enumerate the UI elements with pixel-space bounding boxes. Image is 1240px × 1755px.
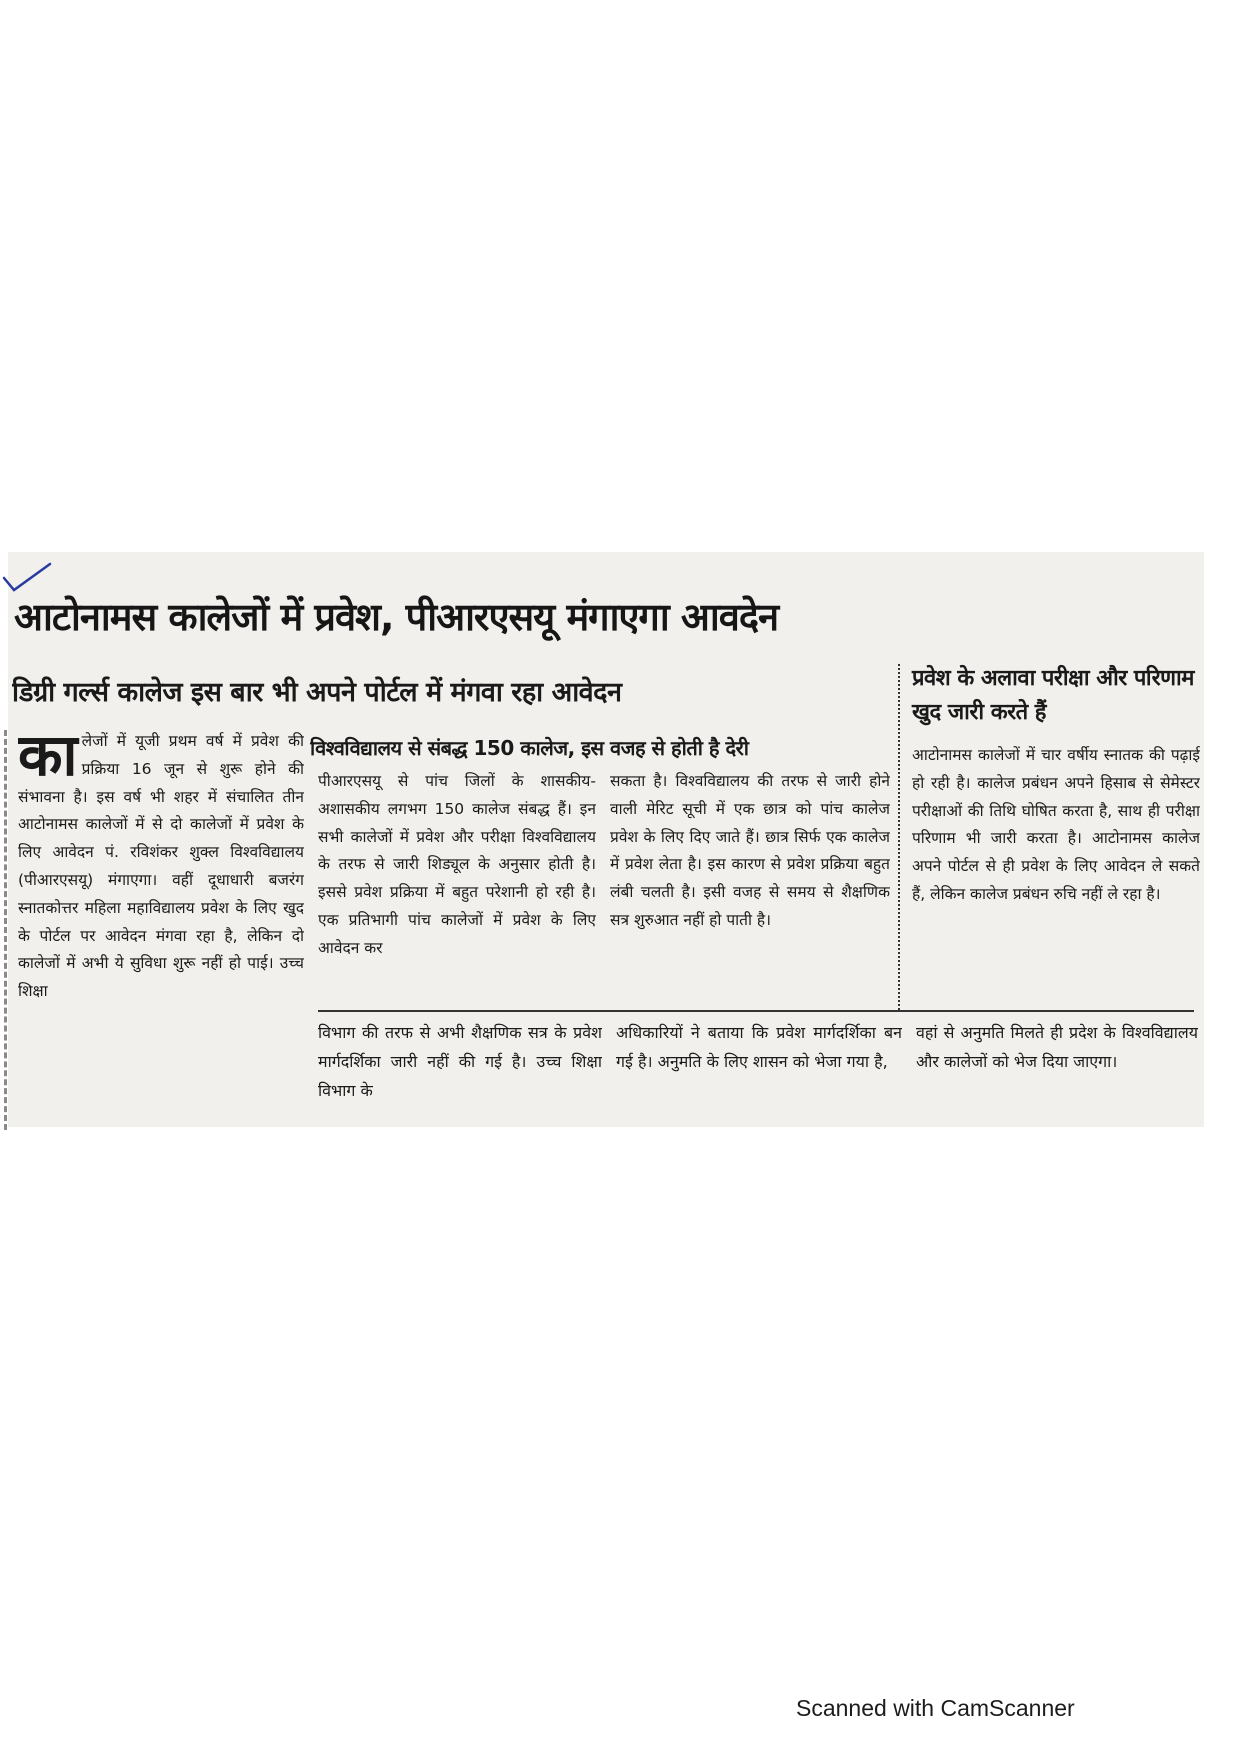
side-column-text: आटोनामस कालेजों में चार वर्षीय स्नातक की पढ़ाई हो रही है। कालेज प्रबंधन अपने हिसाब से सेमेस्टर परीक्षाओं की तिथि घोषित करता है, साथ ही परीक्षा परिणाम भी जारी करता है। आटोनामस कालेज अपने पोर्टल से ही प्रवेश के लिए आवेदन ले सकते हैं, लेकिन कालेज प्रबंधन रुचि नहीं ले रहा है। [912,746,1200,903]
article-column-3: सकता है। विश्वविद्यालय की तरफ से जारी होने वाली मेरिट सूची में एक छात्र को पांच कालेज प्रवेश के लिए दिए जाते हैं। छात्र सिर्फ एक कालेज में प्रवेश लेता है। इस कारण से प्रवेश प्रक्रिया बहुत लंबी चलती है। इसी वजह से समय से शैक्षणिक सत्र शुरुआत नहीं हो पाती है। [610,772,890,929]
bottom-column-3: वहां से अनुमति मिलते ही प्रदेश के विश्वविद्यालय और कालेजों को भेज दिया जाएगा। [916,1023,1198,1071]
section-heading: विश्वविद्यालय से संबद्ध 150 कालेज, इस वजह से होती है देरी [310,736,749,760]
article-subheadline: डिग्री गर्ल्स कालेज इस बार भी अपने पोर्टल में मंगवा रहा आवेदन [12,677,622,708]
column-1-text: लेजों में यूजी प्रथम वर्ष में प्रवेश की प्रक्रिया 16 जून से शुरू होने की संभावना है। इस वर्ष भी शहर में संचालित तीन आटोनामस कालेजों में से दो कालेजों में प्रवेश के लिए आवेदन पं. रविशंकर शुक्ल विश्वविद्यालय (पीआरएसयू) मंगाएगा। वहीं दूधाधारी बजरंग स्नातकोत्तर महिला महाविद्यालय प्रवेश के लिए खुद के पोर्टल पर आवेदन मंगवा रहा है, लेकिन दो कालेजों में अभी ये सुविधा शुरू नहीं हो पाई। उच्च शिक्षा [18,732,304,1001]
bottom-column-2: अधिकारियों ने बताया कि प्रवेश मार्गदर्शिका बन गई है। अनुमति के लिए शासन को भेजा गया है, [616,1023,902,1071]
column-divider [898,664,900,1010]
article-column-2: पीआरएसयू से पांच जिलों के शासकीय-अशासकीय लगभग 150 कालेज संबद्ध हैं। इन सभी कालेजों में प्रवेश और परीक्षा विश्वविद्यालय के तरफ से जारी शिड्यूल के अनुसार होती है। इससे प्रवेश प्रक्रिया में बहुत परेशानी हो रही है। एक प्रतिभागी पांच कालेजों में प्रवेश के लिए आवेदन कर [318,772,596,957]
edge-tear [4,730,13,1130]
side-heading: प्रवेश के अलावा परीक्षा और परिणाम खुद जारी करते हैं [912,666,1194,725]
scanner-watermark: Scanned with CamScanner [796,1695,1075,1721]
drop-cap: का [18,728,76,789]
bottom-column-1: विभाग की तरफ से अभी शैक्षणिक सत्र के प्रवेश मार्गदर्शिका जारी नहीं की गई है। उच्च शिक्षा विभाग के [318,1023,602,1100]
article-column-1 [18,728,304,1113]
horizontal-rule [318,1010,1194,1012]
article-headline: आटोनामस कालेजों में प्रवेश, पीआरएसयू मंगाएगा आवदेन [14,595,779,639]
